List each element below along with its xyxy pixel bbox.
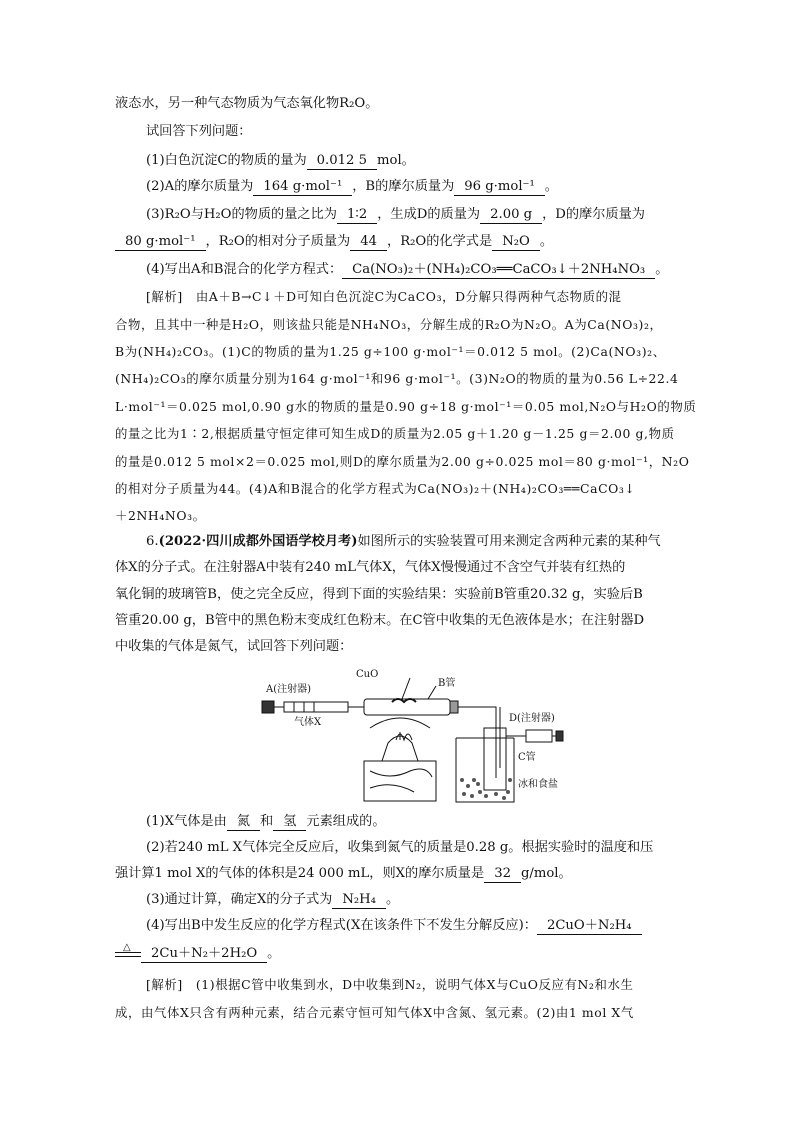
- label-gas-x: 气体X: [294, 717, 322, 728]
- question-6-3: (3)通过计算，确定X的分子式为 N₂H₄ 。: [146, 892, 400, 907]
- answer-blank: N₂O: [492, 233, 540, 251]
- analysis-line: (NH₄)₂CO₃的摩尔质量分别为164 g·mol⁻¹和96 g·mol⁻¹。(3)N₂O的物质的量为0.56 L÷22.4: [115, 371, 679, 386]
- answer-blank: 32: [484, 865, 521, 883]
- text-line: 试回答下列问题：: [146, 124, 252, 139]
- tube-c: [484, 728, 506, 790]
- problem-source: (2022·四川成都外国语学校月考): [158, 534, 358, 549]
- apparatus-diagram: [260, 668, 565, 810]
- analysis-line: 的量之比为1∶2,根据质量守恒定律可知生成D的质量为2.05 g＋1.20 g－1.25 g＝2.00 g,物质: [115, 426, 675, 441]
- wooden-block: [364, 761, 436, 801]
- text-line: 中收集的气体是氮气，试回答下列问题：: [115, 639, 353, 654]
- analysis-line: [解析] 由A＋B→C↓＋D可知白色沉淀C为CaCO₃，D分解只得两种气态物质的混: [146, 289, 622, 304]
- wire-gauze: [370, 718, 430, 728]
- label-ice-salt: 冰和食盐: [518, 779, 558, 790]
- question-2: (2)A的摩尔质量为 164 g·mol⁻¹ ，B的摩尔质量为 96 g·mol⁻¹ 。: [146, 179, 558, 194]
- reaction-condition-sign: [115, 941, 141, 962]
- syringe-d-barrel: [526, 730, 552, 742]
- problem-6-stem: 6.(2022·四川成都外国语学校月考)如图所示的实验装置可用来测定含两种元素的某种气: [146, 534, 661, 549]
- answer-blank: 0.012 5: [307, 152, 377, 170]
- question-6-4-cont: △ 2Cu＋N₂＋2H₂O 。: [115, 944, 280, 964]
- answer-blank: 氮: [227, 813, 260, 831]
- analysis-line: B为(NH₄)₂CO₃。(1)C的物质的量为1.25 g÷100 g·mol⁻¹＝0.012 5 mol。(2)Ca(NO₃)₂、: [115, 344, 666, 359]
- text-line: 氧化铜的玻璃管B，使之完全反应，得到下面的实验结果：实验前B管重20.32 g，实验后B: [115, 587, 643, 602]
- question-1: (1)白色沉淀C的物质的量为 0.012 5 mol。: [146, 153, 415, 168]
- label-tube-c: C管: [518, 752, 536, 763]
- analysis-line: 成，由气体X只含有两种元素，结合元素守恒可知气体X中含氮、氢元素。(2)由1 mol X气: [115, 1005, 634, 1020]
- answer-blank: Ca(NO₃)₂＋(NH₄)₂CO₃══CaCO₃↓＋2NH₄NO₃: [342, 261, 655, 279]
- wood-grain: [370, 785, 414, 792]
- answer-blank: 2CuO＋N₂H₄: [537, 917, 642, 935]
- answer-blank: 80 g·mol⁻¹: [115, 233, 206, 251]
- analysis-line: ＋2NH₄NO₃。: [115, 508, 206, 523]
- answer-blank: 96 g·mol⁻¹: [454, 178, 545, 196]
- ice-salt: [460, 778, 512, 800]
- answer-blank: 2.00 g: [480, 206, 542, 224]
- question-6-2-cont: 强计算1 mol X的气体的体积是24 000 mL，则X的摩尔质量是 32 g/mol。: [115, 866, 572, 881]
- answer-blank: N₂H₄: [332, 891, 386, 909]
- question-6-2: (2)若240 mL X气体完全反应后，收集到氮气的质量是0.28 g。根据实验时的温度和压: [146, 840, 654, 855]
- outlet-tube: [458, 707, 496, 778]
- wood-grain: [370, 769, 432, 777]
- question-3-cont: 80 g·mol⁻¹ ，R₂O的相对分子质量为 44 ，R₂O的化学式是 N₂O 。: [115, 232, 553, 252]
- text-line: 液态水，另一种气态物质为气态氧化物R₂O。: [115, 96, 379, 111]
- label-cuo: CuO: [356, 669, 379, 680]
- tube-b: [364, 699, 450, 715]
- text-line: 体X的分子式。在注射器A中装有240 mL气体X，气体X慢慢通过不含空气并装有红热的: [115, 560, 626, 575]
- question-6-4: (4)写出B中发生反应的化学方程式(X在该条件下不发生分解反应)： 2CuO＋N₂H₄: [146, 916, 642, 936]
- syringe-a-plunger-head: [262, 701, 274, 713]
- syringe-d-plunger-head: [556, 731, 563, 741]
- analysis-line: 合物，且其中一种是H₂O，则该盐只能是NH₄NO₃，分解生成的R₂O为N₂O。A为Ca(NO₃)₂，: [115, 317, 663, 332]
- question-6-1: (1)X气体是由 氮 和 氢 元素组成的。: [146, 814, 386, 829]
- question-3: (3)R₂O与H₂O的物质的量之比为 1∶2 ，生成D的质量为 2.00 g ，D的摩尔质量为: [146, 207, 645, 222]
- answer-blank: 氢: [273, 813, 306, 831]
- analysis-line: [解析] (1)根据C管中收集到水，D中收集到N₂，说明气体X与CuO反应有N₂和水生: [146, 977, 634, 992]
- answer-blank: 1∶2: [337, 206, 377, 224]
- answer-blank: 44: [350, 233, 387, 251]
- answer-blank: 2Cu＋N₂＋2H₂O: [141, 945, 267, 963]
- label-tube-b: B管: [438, 678, 456, 689]
- question-4: (4)写出A和B混合的化学方程式： Ca(NO₃)₂＋(NH₄)₂CO₃══CaCO₃↓＋2NH₄NO₃ 。: [146, 262, 669, 277]
- heat-symbol: △: [123, 941, 131, 953]
- label-syringe-d: D(注射器): [509, 713, 555, 724]
- analysis-line: L·mol⁻¹＝0.025 mol,0.90 g水的物质的量是0.90 g÷18 g·mol⁻¹＝0.05 mol,N₂O与H₂O的物质: [115, 399, 697, 414]
- analysis-line: 的相对分子质量为44。(4)A和B混合的化学方程式为Ca(NO₃)₂＋(NH₄)₂CO₃══CaCO₃↓: [115, 481, 636, 496]
- stopper: [450, 701, 458, 713]
- answer-blank: 164 g·mol⁻¹: [253, 178, 352, 196]
- analysis-line: 的量是0.012 5 mol×2＝0.025 mol,则D的摩尔质量为2.00 g÷0.025 mol＝80 g·mol⁻¹，N₂O: [115, 454, 690, 469]
- text-line: 管重20.00 g，B管中的黑色粉末变成红色粉末。在C管中收集的无色液体是水；在注射器D: [115, 613, 645, 628]
- label-syringe-a: A(注射器): [266, 684, 312, 695]
